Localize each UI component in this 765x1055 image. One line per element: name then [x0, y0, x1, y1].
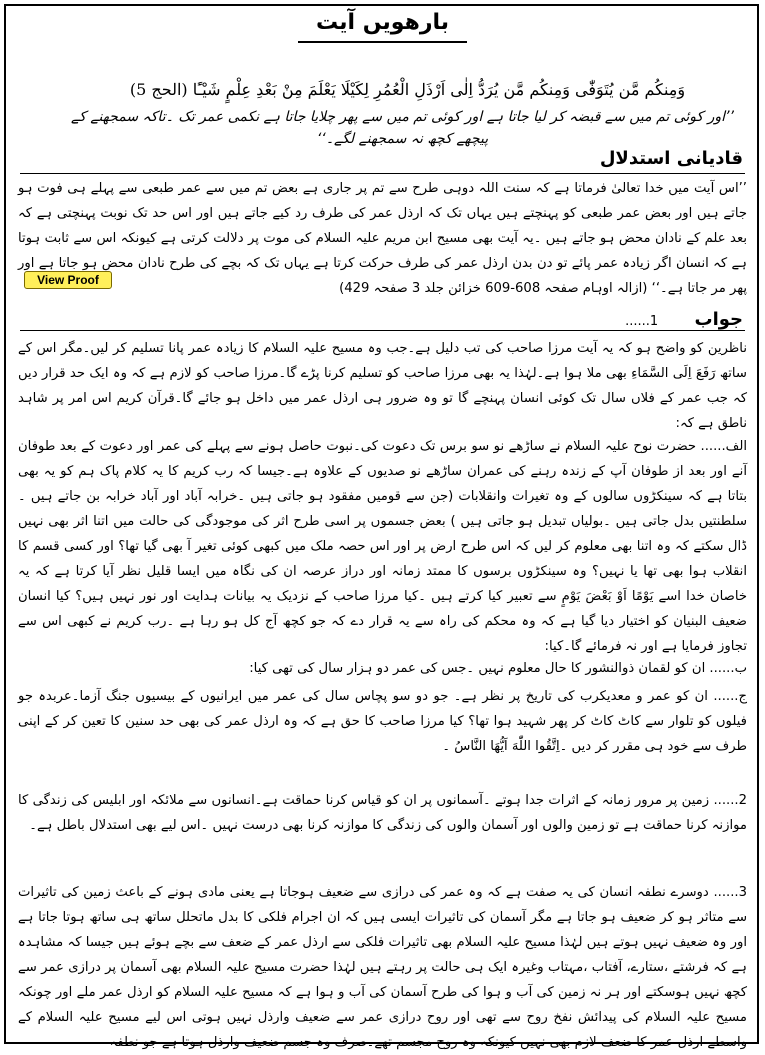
answer-paragraph-be: ب...... ان کو لقمان ذوالنشور کا حال معلوم نہیں ۔جس کی عمر دو ہزار سال کی تھی کیا: — [249, 661, 747, 676]
divider — [20, 330, 745, 331]
qadiani-argument-text: ’’اس آیت میں خدا تعالیٰ فرماتا ہے کہ سنت اللہ دوہی طرح سے تم پر جاری ہے بعض تم میں سے عمر طبعی سے پہلے ہی فوت ہو جاتے ہیں اور بعض عمر طبعی کو پہنچتے ہیں یہاں تک کہ ارذل عمر کی طرف رد کیے جاتے ہیں اور اس حد تک نوبت پہنچتی ہے کہ بعد علم کے نادان محض ہو جاتے ہیں ۔یہ آیت بھی مسیح ابن مریم علیہ السلام کی موت پر دلالت کرتی ہے کیونکہ اس سے ثابت ہوتا ہے کہ انسان اگر زیادہ عمر پائے تو دن بدن ارذل عمر کی طرف حرکت کرتا ہے یہاں تک کہ بچے کی طرح نادان محض ہو جاتا ہے اور پھر مر جاتا ہے۔‘‘ (ازالہ اوہام صفحہ 608-609 خزائن جلد 3 صفحہ 429) — [18, 181, 747, 296]
answer-number-1: 1...... — [625, 314, 659, 329]
answer-heading-label: جواب — [694, 309, 743, 330]
title-container — [0, 10, 765, 43]
view-proof-button[interactable]: View Proof — [24, 271, 112, 289]
answer-paragraph-3: 3...... دوسرے نطفہ انسان کی یہ صفت ہے کہ وہ عمر کی درازی سے ضعیف ہوجاتا ہے یعنی مادی ہونے کے باعث زمین کی تاثیرات سے متاثر ہو کر ضعیف ہو جاتا ہے مگر آسمان کی تاثیرات ایسی ہیں کہ ان اجرام فلکی کا بدل ماتحلل ساتھ ہی ساتھ ہوتا جاتا ہے اور وہ ضعیف نہیں ہوتے ہیں لہٰذا مسیح علیہ السلام بھی تاثیرات فلکی سے ارذل عمر کے ضعف سے بچے ہوئے ہیں جیسا کہ مشاہدہ ہے کہ فرشتے ،ستارے، آفتاب ،مہتاب وغیرہ ایک ہی حالت پر رہتے ہیں لہٰذا حضرت مسیح علیہ السلام بھی آسمان پر درازی عمر سے کچھ نہیں ہوسکتے اور ہر نہ زمین کی آب و ہوا کی طرح آسمان کی آب و ہوا ہے کہ مسیح علیہ السلام کو ارذل عمر ملے اور چونکہ مسیح علیہ السلام کی پیدائش نفخ روح سے تھی اور روح درازی عمر سے ضعیف وارذل نہیں ہوتی اس لیے مسیح علیہ السلام کے واسطے ارذل عمر کا ضعف لازم بھی نہیں کیونکہ وہ روح مجسم تھے۔صرف وہ جسم ضعیف وارذل ہوتا ہے جو نطفہ — [18, 885, 747, 1050]
answer-paragraph-2: 2...... زمین پر مرور زمانہ کے اثرات جدا ہوتے ۔آسمانوں پر ان کو قیاس کرنا حماقت ہے۔انسانوں سے ملائکہ اور ابلیس کی زندگی کا موازنہ کرنا حماقت ہے تو زمین والوں اور آسمان والوں کی زندگی کا موازنہ کرنا بھی درست نہیں ۔اس لیے بھی استدلال باطل ہے۔ — [18, 793, 747, 833]
answer-paragraph-alif: الف...... حضرت نوح علیہ السلام نے ساڑھے نو سو برس تک دعوت کی۔نبوت حاصل ہونے سے پہلے کی عمر اور دعوت کے بعد طوفان آنے اور بعد از طوفان آپ کے زندہ رہنے کی عمران ساڑھے نو صدیوں کے علاوہ ہے۔جیسا کہ رب کریم کا یہ کلام پاک ہم کو یہ بھی بتاتا ہے کہ سینکڑوں سالوں کے وہ تغیرات وانقلابات (جن سے قومیں مفقود ہو جاتی ہیں ۔خرابہ آباد اور آباد خرابہ بن جاتے ہیں ۔سلطنتیں بدل جاتی ہیں ۔بولیاں تبدیل ہو جاتی ہیں ) بعض جسموں پر اسی طرح اثر کی موجودگی کی حالت میں اتنا اثر بھی نہیں ڈال سکتے کہ وہ اتنا بھی معلوم کر لیں کہ اس طرح ارض پر اور اس حصہ ملک میں کبھی کوئی تغیر آ بھی گیا تھا؟ اور کسی قسم کا انقلاب ہوا بھی تھا یا نہیں؟ وہ سینکڑوں برسوں کا ممتد زمانہ اور دراز عرصہ ان کی نگاہ میں ایسا قلیل نظر آیا کرتا ہے کہ یہ خاصان خدا اسے يَوْمًا اَوْ بَعْضَ يَوْمٍ سے تعبیر کیا کرتے ہیں ۔کیا مرزا صاحب کے نزدیک یہ بیانات ہدایت اور نور نہیں ہیں؟ کیا انسان ضعیف البنیان کو اختیار دیا گیا ہے کہ وہ محکم کی راہ سے یہ قرار دے کہ جو کچھ آج کل ہو رہا ہے ۔رب کریم نے کبھی اس سے تجاوز فرمایا ہے اور نہ فرمائے گا۔کیا: — [18, 439, 747, 654]
divider — [20, 173, 745, 174]
quran-verse: وَمِنكُم مَّن يُتَوَفّٰى وَمِنكُم مَّن يُرَدُّ اِلٰى اَرْذَلِ الْعُمُرِ لِكَيْلَا يَعْلَمَ مِنْ بَعْدِ عِلْمٍ شَيْـًٔا (الحج 5) — [129, 80, 686, 99]
answer-paragraph-1: ناظرین کو واضح ہو کہ یہ آیت مرزا صاحب کی تب دلیل ہے۔جب وہ مسیح علیہ السلام کا زیادہ عمر پانا تسلیم کر لیں۔مگر اس کے ساتھ رَفَعَ اِلَى السَّمَاءِ بھی ملا ہوا ہے۔لہٰذا یہ بھی مرزا صاحب کو تسلیم کرنا پڑے گا۔مرزا صاحب کو لازم ہے کہ وہ ایک حد قرار دیں کہ جب عمر کے فلاں سال تک کوئی انسان پہنچے گا تو وہ ضرور ہی ارذل عمر میں داخل ہو جائے گا۔قرآن کریم اس امر پر شاہد ناطق ہے کہ: — [18, 341, 747, 431]
verse-translation: ’’اور کوئی تم میں سے قبضہ کر لیا جاتا ہے اور کوئی تم میں سے پھر چلایا جاتا ہے نکمی عمر تک ۔تاکہ سمجھنے کے پیچھے کچھ نہ سمجھنے لگے۔‘‘ — [71, 109, 734, 147]
qadiani-argument-heading: قادیانی استدلال — [599, 148, 743, 169]
answer-heading — [625, 309, 743, 330]
page-title: بارھویں آیت — [298, 10, 467, 43]
answer-paragraph-jeem: ج...... ان کو عمر و معدیکرب کی تاریخ پر نظر ہے۔ جو دو سو پچاس سال کی عمر میں ایرانیوں کے بیسیوں جنگ آزما۔عربدہ جو فیلوں کو تلوار سے کاٹ کاٹ کر پھر شہید ہوا تھا؟ کیا مرزا صاحب کا حق ہے کہ وہ ارذل عمر کی بھی حد سنین کا تعین کر کے اپنی طرف سے خود ہی مقرر کر دیں ۔اِتَّقُوا اللّٰهَ اَيُّهَا النَّاسُ ۔ — [18, 689, 747, 754]
